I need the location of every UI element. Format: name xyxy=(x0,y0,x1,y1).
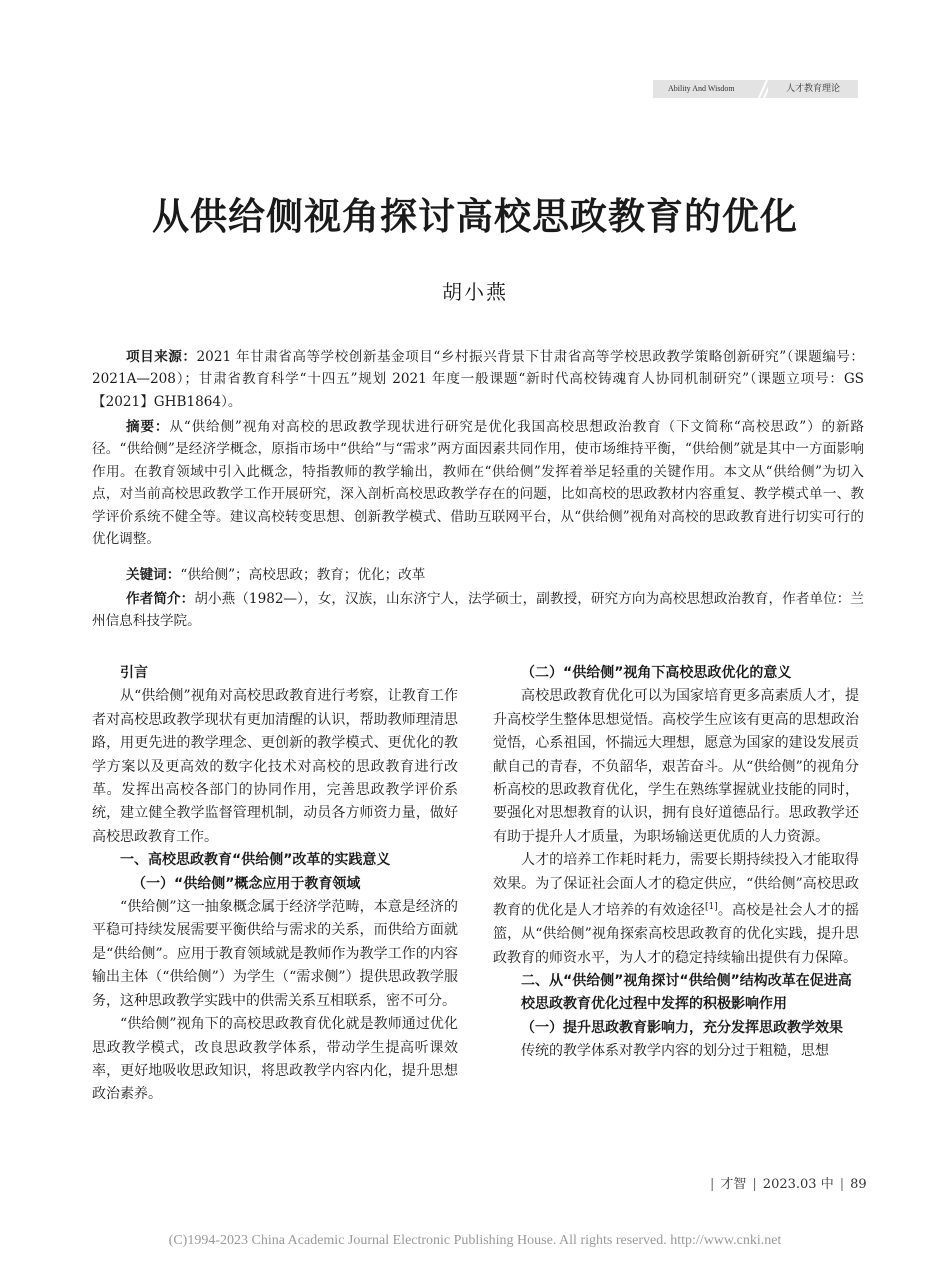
abstract-text: 从“供给侧”视角对高校的思政教学现状进行研究是优化我国高校思想政治教育（下文简称“高校思政”）的新路径。“供给侧”是经济学概念，原指市场中“供给”与“需求”两方面因素共同作用，使市场维持平衡，“供给侧”就是其中一方面影响作用。在教育领域中引入此概念，特指教师的教学输出，教师在“供给侧”发挥着举足轻重的关键作用。本文从“供给侧”为切入点，对当前高校思政教学工作开展研究，深入剖析高校思政教学存在的问题，比如高校的思政教材内容重复、教学模式单一、教学评价系统不健全等。建议高校转变思想、创新教学模式、借助互联网平台，从“供给侧”视角对高校的思政教育进行切实可行的优化调整。 xyxy=(92,419,864,548)
left-column xyxy=(92,662,458,1107)
subsection-1-paragraph-2: “供给侧”视角下的高校思政教育优化就是教师通过优化思政教学模式，改良思政教学体系，带动学生提高听课效率，更好地吸收思政知识，将思政教学内容内化，提升思想政治素养。 xyxy=(92,1016,458,1103)
intro-paragraph: 从“供给侧”视角对高校思政教育进行考察，让教育工作者对高校思政教学现状有更加清醒的认识，帮助教师理清思路，用更先进的教学理念、更创新的教学模式、更优化的教学方案以及更高效的数字化技术对高校的思政教育进行改革。发挥出高校各部门的协同作用，完善思政教学评价系统，建立健全教学监督管理机制，动员各方师资力量，做好高校思政教育工作。 xyxy=(92,688,458,845)
footer-journal: 才智 xyxy=(720,1177,747,1192)
paragraph-text-part: 人才的培养工作耗时耗力，需要长期持续投入才能取得效果。为了保证社会面人才的稳定供应，“供给侧”高校思政教育的优化是人才培养的有效途径 xyxy=(493,852,859,919)
running-header xyxy=(653,80,858,98)
subsection-2-heading: （二）“供给侧”视角下高校思政优化的意义 xyxy=(521,665,792,681)
header-left-label: Ability And Wisdom xyxy=(653,80,768,98)
section-2-heading: 二、从“供给侧”视角探讨“供给侧”结构改革在促进高校思政教育优化过程中发挥的积极影响作用 xyxy=(521,972,852,1013)
paragraph-text-part: 。高校是社会人才的摇篮，从“供给侧”视角探索高校思政教育的优化实践，提升思政教育的师资水平，为人才的稳定持续输出提供有力保障。 xyxy=(493,902,860,966)
author-bio xyxy=(92,588,864,633)
article-author: 胡小燕 xyxy=(442,280,508,304)
subsection-2-paragraph-2 xyxy=(493,849,859,970)
footer-issue: 2023.03 中 xyxy=(762,1177,834,1192)
footer-page-number: 89 xyxy=(850,1177,867,1192)
page-footer: | 才智 | 2023.03 中 | 89 xyxy=(710,1177,867,1192)
project-text: 2021 年甘肃省高等学校创新基金项目“乡村振兴背景下甘肃省高等学校思政教学策略创新研究”（课题编号：2021A—208）；甘肃省教育科学“十四五”规划 2021 年度一般课题“新时代高校铸魂育人协同机制研究”（课题立项号：GS【2021】GHB1864）。 xyxy=(92,349,865,410)
abstract-label: 摘要： xyxy=(126,419,170,435)
right-column xyxy=(493,662,859,1064)
subsection-2-paragraph-1: 高校思政教育优化可以为国家培育更多高素质人才，提升高校学生整体思想觉悟。高校学生应该有更高的思想政治觉悟，心系祖国，怀揣远大理想，愿意为国家的建设发展贡献自己的青春，不负韶华，艰苦奋斗。从“供给侧”的视角分析高校的思政教育优化，学生在熟练掌握就业技能的同时，要强化对思想教育的认识，拥有良好道德品行。思政教学还有助于提升人才质量，为职场输送更优质的人力资源。 xyxy=(493,688,859,845)
keywords-text: “供给侧”；高校思政；教育；优化；改革 xyxy=(180,567,426,583)
project-label: 项目来源： xyxy=(126,349,197,365)
bio-label: 作者简介： xyxy=(126,591,195,607)
project-source xyxy=(92,346,864,413)
citation-ref: [1] xyxy=(704,902,718,913)
subsection-1-paragraph-1: “供给侧”这一抽象概念属于经济学范畴，本意是经济的平稳可持续发展需要平衡供给与需求的关系，而供给方面就是“供给侧”。应用于教育领域就是教师作为教学工作的内容输出主体（“供给侧”）为学生（“需求侧”）提供思政教学服务，这种思政教学实践中的供需关系互相联系，密不可分。 xyxy=(92,899,458,1009)
keywords xyxy=(92,564,898,586)
subsection-3-paragraph-1: 传统的教学体系对教学内容的划分过于粗糙，思想 xyxy=(521,1043,829,1060)
bio-text: 胡小燕（1982—），女，汉族，山东济宁人，法学硕士，副教授，研究方向为高校思想政治教育，作者单位：兰州信息科技学院。 xyxy=(92,591,864,630)
copyright-notice: (C)1994-2023 China Academic Journal Electronic Publishing House. All rights reserved. http://www.cnki.net xyxy=(168,1233,782,1248)
intro-heading: 引言 xyxy=(120,665,148,681)
keywords-label: 关键词： xyxy=(126,567,181,583)
article-title: 从供给侧视角探讨高校思政教育的优化 xyxy=(152,194,798,238)
header-section-label: 人才教育理论 xyxy=(768,80,858,98)
abstract xyxy=(92,416,864,550)
subsection-3-heading: （一）提升思政教育影响力，充分发挥思政教学效果 xyxy=(521,1019,843,1036)
section-1-heading: 一、高校思政教育“供给侧”改革的实践意义 xyxy=(120,852,391,869)
subsection-1-heading: （一）“供给侧”概念应用于教育领域 xyxy=(132,875,361,892)
